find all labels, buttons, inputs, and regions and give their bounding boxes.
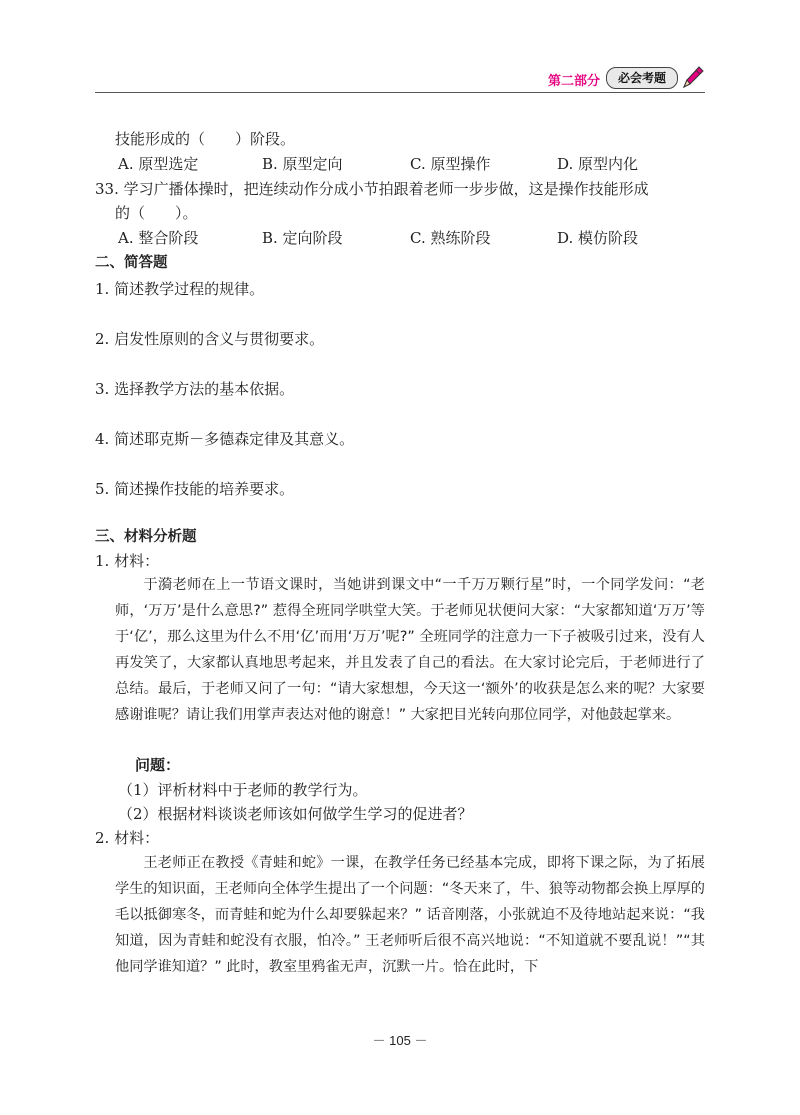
q33-stem-line2: 的（ ）。 <box>115 204 198 222</box>
short-answer-item-3: 3. 选择教学方法的基本依据。 <box>95 380 295 398</box>
q33-option-b: B. 定向阶段 <box>262 229 343 247</box>
header-divider <box>95 92 705 93</box>
page-header <box>0 0 800 96</box>
q32-option-b: B. 原型定向 <box>262 155 343 173</box>
section-label: 第二部分 <box>548 73 601 88</box>
q32-option-c: C. 原型操作 <box>410 155 491 173</box>
short-answer-item-5: 5. 简述操作技能的培养要求。 <box>95 480 295 498</box>
material-1-label: 1. 材料： <box>95 552 160 570</box>
question-1: （1）评析材料中于老师的教学行为。 <box>118 781 368 799</box>
short-answer-item-2: 2. 启发性原则的含义与贯彻要求。 <box>95 330 325 348</box>
question-2: （2）根据材料谈谈老师该如何做学生学习的促进者？ <box>118 805 473 823</box>
material-2-label: 2. 材料： <box>95 829 160 847</box>
q32-option-a: A. 原型选定 <box>118 155 199 173</box>
question-label: 问题： <box>135 757 181 774</box>
q33-stem-line1: 33. 学习广播体操时，把连续动作分成小节拍跟着老师一步步做，这是操作技能形成 <box>95 180 649 198</box>
page-number: － 105 － <box>372 1033 428 1048</box>
section-badge: 必会考题 <box>606 67 678 89</box>
short-answer-heading: 二、简答题 <box>95 255 168 271</box>
q32-continuation: 技能形成的（ ）阶段。 <box>115 130 296 148</box>
q33-option-a: A. 整合阶段 <box>118 229 199 247</box>
q32-option-d: D. 原型内化 <box>557 155 639 173</box>
short-answer-item-1: 1. 简述教学过程的规律。 <box>95 280 265 298</box>
pencil-icon <box>681 64 705 90</box>
material-1-text: 于漪老师在上一节语文课时，当她讲到课文中“一千万万颗行星”时，一个同学发问：“老师，‘万万’是什么意思?” 惹得全班同学哄堂大笑。于老师见状便问大家：“大家都知道‘万万’等于‘亿’，那么这里为什么不用‘亿’而用‘万万’呢?” 全班同学的注意力一下子被吸引过来，没有人再发笑了，大家都认真地思考起来，并且发表了自己的看法。在大家讨论完后，于老师进行了总结。最后，于老师又问了一句：“请大家想想，今天这一‘额外’的收获是怎么来的呢？大家要感谢谁呢？请让我们用掌声表达对他的谢意！” 大家把目光转向那位同学，对他鼓起掌来。 <box>115 577 705 723</box>
q33-option-d: D. 模仿阶段 <box>557 229 639 247</box>
q33-option-c: C. 熟练阶段 <box>410 229 491 247</box>
short-answer-item-4: 4. 简述耶克斯－多德森定律及其意义。 <box>95 430 355 448</box>
material-2-text: 王老师正在教授《青蛙和蛇》一课，在教学任务已经基本完成，即将下课之际，为了拓展学生的知识面，王老师向全体学生提出了一个问题：“冬天来了，牛、狼等动物都会换上厚厚的毛以抵御寒冬，而青蛙和蛇为什么却要躲起来？” 话音刚落，小张就迫不及待地站起来说：“我知道，因为青蛙和蛇没有衣服，怕冷。” 王老师听后很不高兴地说：“不知道就不要乱说！”“其他同学谁知道？” 此时，教室里鸦雀无声，沉默一片。恰在此时，下 <box>115 855 705 975</box>
material-heading: 三、材料分析题 <box>95 529 197 545</box>
